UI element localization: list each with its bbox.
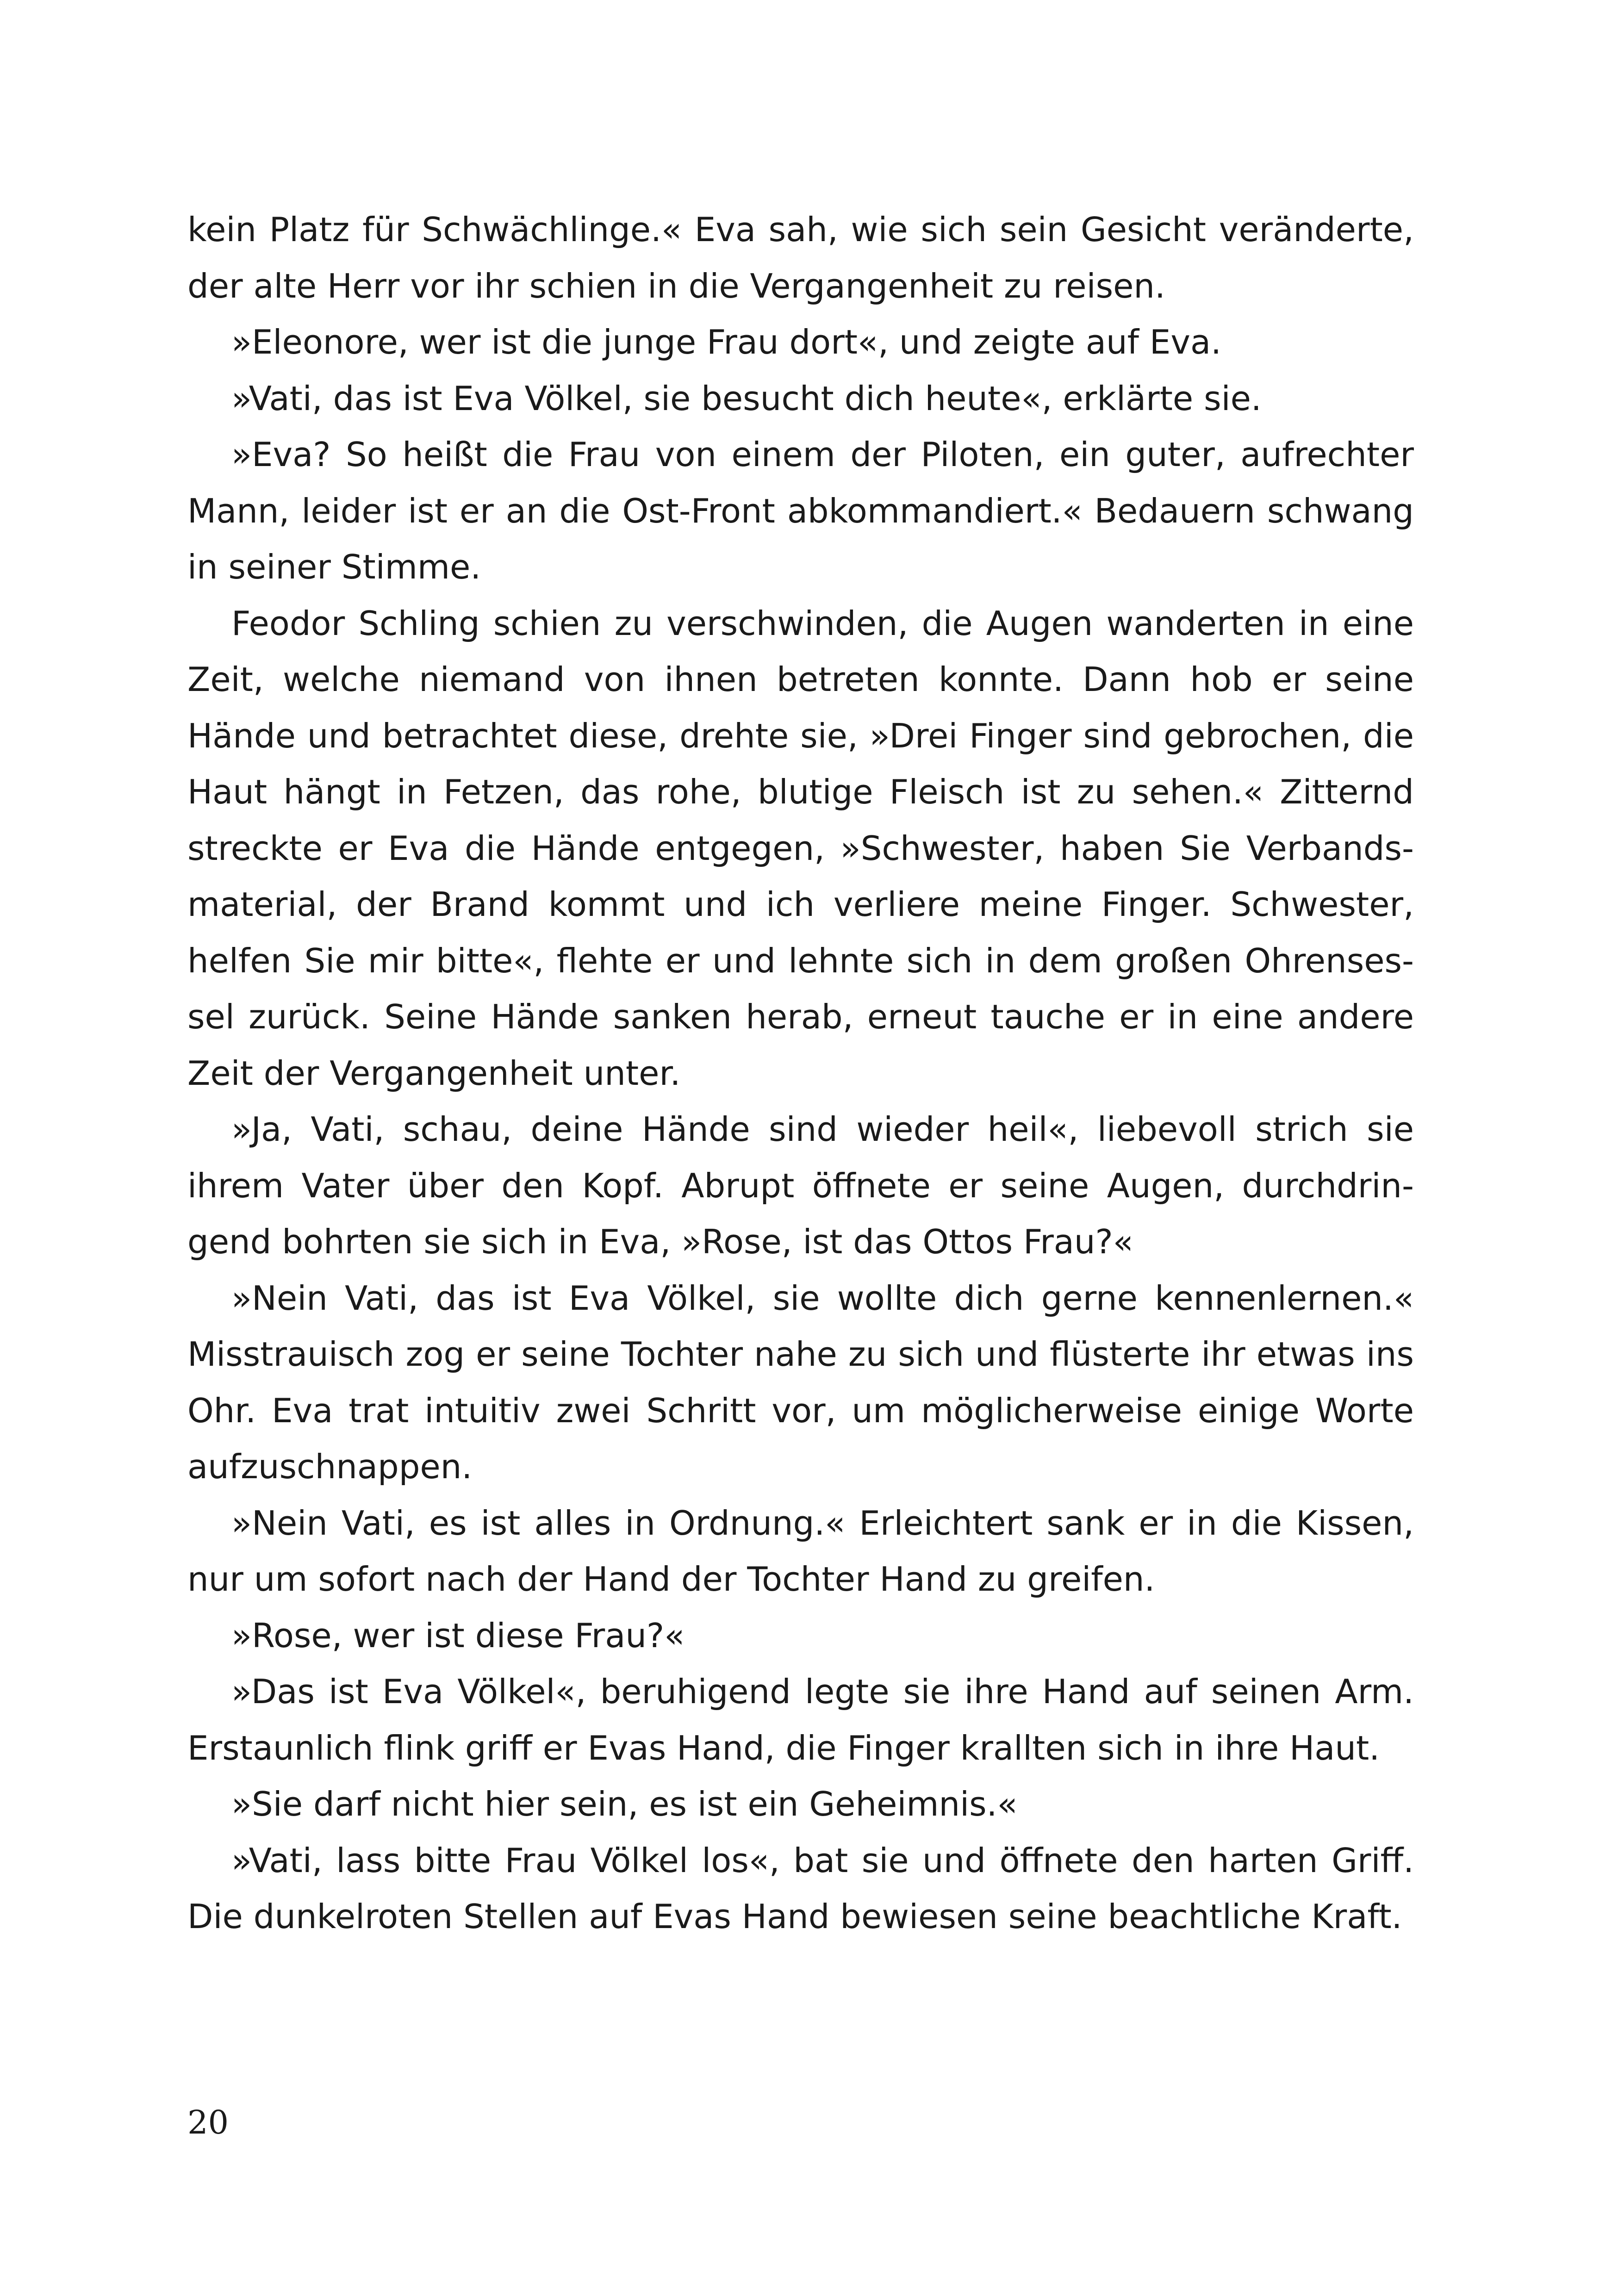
paragraph: »Das ist Eva Völkel«, beruhigend legte sie ihre Hand auf seinen Arm. Erstaunlich flink griff er Evas Hand, die Finger krallten sich in ihre Haut. [187,1672,1414,1767]
page-number: 20 [187,2103,229,2141]
paragraph: »Sie darf nicht hier sein, es ist ein Geheimnis.« [231,1785,1018,1823]
paragraph: Feodor Schling schien zu verschwinden, die Augen wanderten in eine Zeit, welche niemand von ihnen betreten konnte. Dann hob er seine Hände und betrachtet diese, drehte sie, »Drei Finger sind gebrochen, die Haut hängt in Fetzen, das rohe, blutige Fleisch ist zu sehen.« Zitternd streckte er Eva die Hände entgegen, »Schwester, haben Sie Verbandsmaterial, der Brand kommt und ich verliere meine Finger. Schwester, helfen Sie mir bitte«, flehte er und lehnte sich in dem großen Ohrensessel zurück. Seine Hände sanken herab, erneut tauche er in eine andere Zeit der Vergangenheit unter. [187,604,1414,1093]
paragraph: »Eva? So heißt die Frau von einem der Piloten, ein guter, aufrechter Mann, leider ist er an die Ost-Front abkommandiert.« Bedauern schwang in seiner Stimme. [187,435,1414,586]
paragraph: »Eleonore, wer ist die junge Frau dort«, und zeigte auf Eva. [231,323,1222,361]
paragraph: »Vati, das ist Eva Völkel, sie besucht dich heute«, erklärte sie. [231,379,1262,418]
paragraph: »Vati, lass bitte Frau Völkel los«, bat sie und öffnete den harten Griff. Die dunkelroten Stellen auf Evas Hand bewiesen seine beachtliche Kraft. [187,1841,1414,1936]
paragraph: »Nein Vati, das ist Eva Völkel, sie wollte dich gerne kennenlernen.« Misstrauisch zog er seine Tochter nahe zu sich und flüsterte ihr etwas ins Ohr. Eva trat intuitiv zwei Schritt vor, um möglicherweise einige Worte aufzuschnappen. [187,1278,1414,1486]
paragraph: »Rose, wer ist diese Frau?« [231,1616,685,1655]
paragraph: »Nein Vati, es ist alles in Ordnung.« Erleichtert sank er in die Kissen, nur um sofort nach der Hand der Tochter Hand zu greifen. [187,1503,1414,1599]
paragraph: kein Platz für Schwächlinge.« Eva sah, wie sich sein Gesicht veränderte, der alte Herr vor ihr schien in die Vergangenheit zu reisen. [187,210,1414,305]
paragraph: »Ja, Vati, schau, deine Hände sind wieder heil«, liebevoll strich sie ihrem Vater über den Kopf. Abrupt öffnete er seine Augen, durchdringend bohrten sie sich in Eva, »Rose, ist das Ottos Frau?« [187,1110,1414,1261]
body-text [187,202,1414,1945]
